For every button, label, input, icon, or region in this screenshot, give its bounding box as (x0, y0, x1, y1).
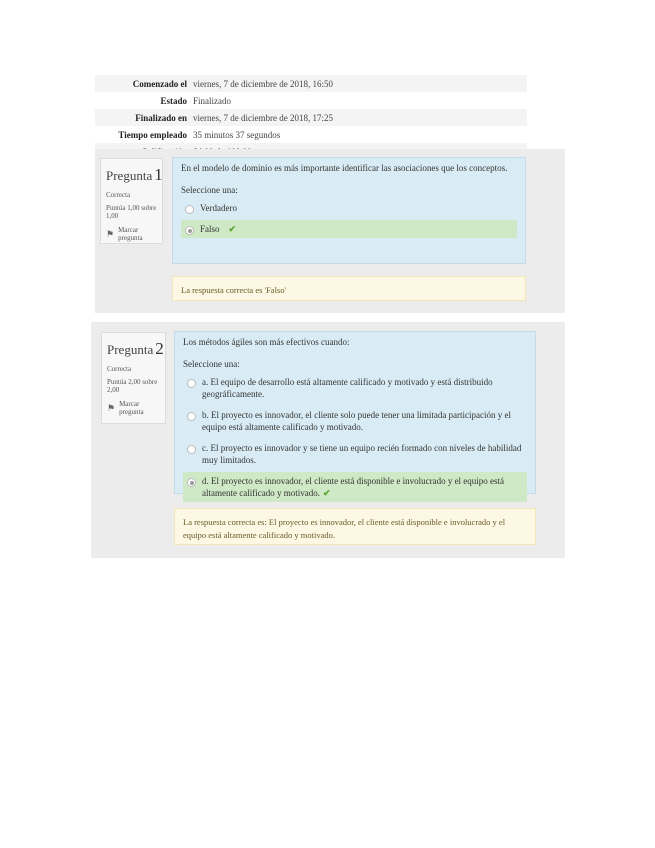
question-2-content (174, 331, 536, 498)
question-2-info (101, 332, 166, 424)
radio-button[interactable] (187, 412, 196, 421)
summary-row-state (95, 92, 527, 109)
answer-label: c. El proyecto es innovador y se tiene un equipo recién formado con niveles de habilidad muy limitados. (202, 443, 522, 465)
answer-label: Verdadero (200, 203, 237, 213)
summary-key: Finalizado en (135, 112, 187, 123)
question-1-block (95, 149, 565, 313)
summary-value: Finalizado (193, 95, 231, 106)
flag-icon: ⚑ (107, 402, 116, 413)
answer-label: a. El equipo de desarrollo está altamente calificado y motivado y está distribuido geográficamente. (202, 377, 493, 399)
answer-label (202, 475, 523, 499)
radio-button[interactable] (185, 205, 194, 214)
answer-label: b. El proyecto es innovador, el cliente solo puede tener una limitada participación y el equipo está altamente calificado y motivado. (202, 410, 512, 432)
select-prompt: Seleccione una: (183, 359, 240, 369)
radio-button[interactable] (187, 478, 196, 487)
answer-option[interactable] (183, 406, 527, 436)
question-2-block (91, 322, 565, 558)
question-score (106, 204, 157, 220)
question-2-feedback (174, 508, 536, 545)
score-text: Puntúa 1,00 sobre (106, 204, 157, 212)
score-text: Puntúa 2,00 sobre (107, 378, 158, 386)
summary-value: 35 minutos 37 segundos (193, 129, 281, 140)
answer-label: Falso (200, 224, 220, 234)
summary-key: Tiempo empleado (118, 129, 187, 140)
score-max: 1,00 (106, 212, 119, 220)
question-number (107, 339, 164, 359)
summary-key: Comenzado el (132, 78, 187, 89)
summary-key: Estado (160, 95, 187, 106)
summary-value: viernes, 7 de diciembre de 2018, 17:25 (193, 112, 333, 123)
radio-button[interactable] (187, 445, 196, 454)
summary-row-started (95, 75, 527, 92)
question-number-value: 2 (155, 339, 164, 358)
flag-question-link[interactable] (107, 400, 160, 416)
feedback-text: La respuesta correcta es 'Falso' (181, 285, 287, 295)
answer-label-text: d. El proyecto es innovador, el cliente está disponible e involucrado y el equipo está altamente calificado y motivado. (202, 476, 505, 498)
attempt-summary-table (95, 75, 527, 160)
summary-row-time (95, 126, 527, 143)
question-label: Pregunta (107, 342, 154, 357)
check-icon: ✔ (228, 224, 237, 234)
question-1-content (172, 157, 526, 264)
question-score (107, 378, 160, 394)
question-1-feedback (172, 276, 526, 301)
question-text: En el modelo de dominio es más importante identificar las asociaciones que los conceptos. (181, 163, 508, 173)
select-prompt: Seleccione una: (181, 185, 238, 195)
score-max: 2,00 (107, 386, 120, 394)
radio-button[interactable] (185, 226, 194, 235)
question-status: Correcta (106, 191, 131, 199)
answer-option[interactable] (183, 439, 527, 469)
question-number-value: 1 (154, 165, 163, 184)
answer-option[interactable] (183, 373, 527, 403)
question-text: Los métodos ágiles son más efectivos cuando: (183, 337, 350, 347)
answer-option[interactable] (181, 199, 517, 217)
question-number (106, 165, 163, 185)
answer-option-selected[interactable] (183, 472, 527, 502)
flag-icon: ⚑ (106, 228, 115, 239)
flag-label: Marcar pregunta (119, 400, 144, 416)
question-status: Correcta (107, 365, 132, 373)
check-icon: ✔ (322, 488, 331, 498)
question-label: Pregunta (106, 168, 153, 183)
summary-value: viernes, 7 de diciembre de 2018, 16:50 (193, 78, 333, 89)
summary-row-finished (95, 109, 527, 126)
question-1-info (100, 158, 163, 244)
answer-option-selected[interactable] (181, 220, 517, 238)
feedback-text: La respuesta correcta es: El proyecto es innovador, el cliente está disponible e involucrado y el equipo está altamente calificado y motivado. (183, 517, 506, 540)
flag-label: Marcar pregunta (118, 226, 143, 242)
flag-question-link[interactable] (106, 226, 157, 242)
radio-button[interactable] (187, 379, 196, 388)
